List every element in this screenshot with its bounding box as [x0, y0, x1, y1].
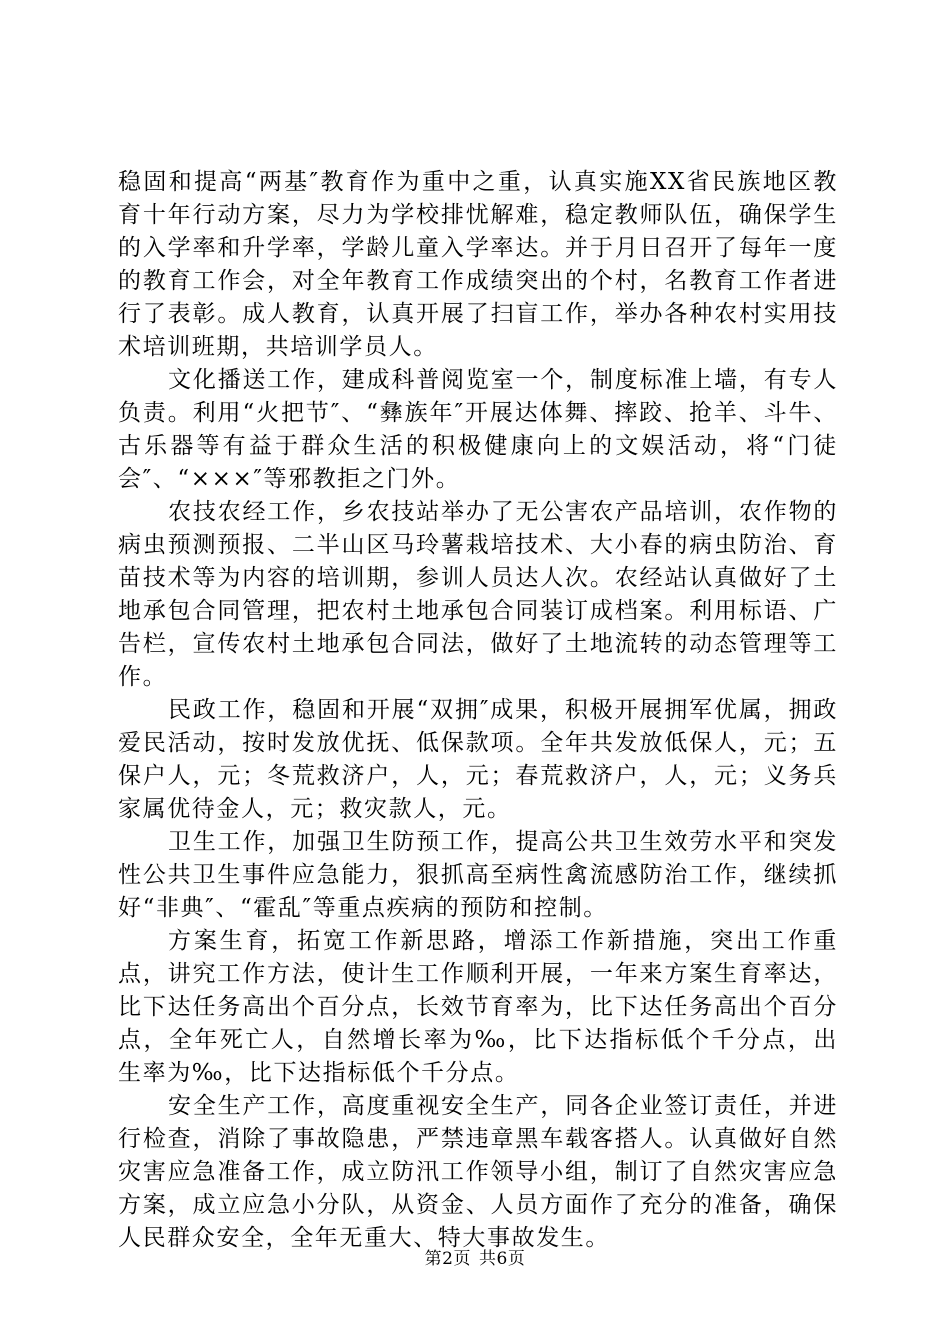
paragraph-agriculture: 农技农经工作，乡农技站举办了无公害农产品培训，农作物的病虫预测预报、二半山区马玲薯栽培技术、大小春的病虫防治、育苗技术等为内容的培训期，参训人员达人次。农经站认真做好了土地承包合同管理，把农村土地承包合同装订成档案。利用标语、广告栏，宣传农村土地承包合同法，做好了土地流转的动态管理等工作。	[118, 499, 838, 690]
page-footer	[0, 1244, 950, 1269]
paragraph-safety: 安全生产工作，高度重视安全生产，同各企业签订责任，并进行检查，消除了事故隐患，严禁违章黑车载客搭人。认真做好自然灾害应急准备工作，成立防汛工作领导小组，制订了自然灾害应急方案，成立应急小分队，从资金、人员方面作了充分的准备，确保人民群众安全，全年无重大、特大事故发生。	[118, 1093, 838, 1251]
paragraph-culture: 文化播送工作，建成科普阅览室一个，制度标准上墙，有专人负责。利用“火把节″、“彝族年″开展达体舞、摔跤、抢羊、斗牛、古乐器等有益于群众生活的积极健康向上的文娱活动，将“门徒会″、“×××″等邪教拒之门外。	[118, 367, 838, 492]
paragraph-education: 稳固和提高“两基″教育作为重中之重，认真实施XX省民族地区教育十年行动方案，尽力为学校排忧解难，稳定教师队伍，确保学生的入学率和升学率，学龄儿童入学率达。并于月日召开了每年一度的教育工作会，对全年教育工作成绩突出的个村，名教育工作者进行了表彰。成人教育，认真开展了扫盲工作，举办各种农村实用技术培训班期，共培训学员人。	[118, 169, 838, 360]
paragraph-health: 卫生工作，加强卫生防预工作，提高公共卫生效劳水平和突发性公共卫生事件应急能力，狠抓高至病性禽流感防治工作，继续抓好“非典″、“霍乱″等重点疾病的预防和控制。	[118, 829, 838, 921]
page-total: 共6页	[479, 1249, 526, 1269]
page-number: 第2页	[424, 1249, 471, 1269]
paragraph-family-planning: 方案生育，拓宽工作新思路，增添工作新措施，突出工作重点，讲究工作方法，使计生工作顺利开展，一年来方案生育率达，比下达任务高出个百分点，长效节育率为，比下达任务高出个百分点，全年死亡人，自然增长率为‰，比下达指标低个千分点，出生率为‰，比下达指标低个千分点。	[118, 928, 838, 1086]
document-body	[118, 166, 838, 1255]
paragraph-civil-affairs: 民政工作，稳固和开展“双拥″成果，积极开展拥军优属，拥政爱民活动，按时发放优抚、低保款项。全年共发放低保人，元；五保户人，元；冬荒救济户，人，元；春荒救济户，人，元；义务兵家属优待金人，元；救灾款人，元。	[118, 697, 838, 822]
